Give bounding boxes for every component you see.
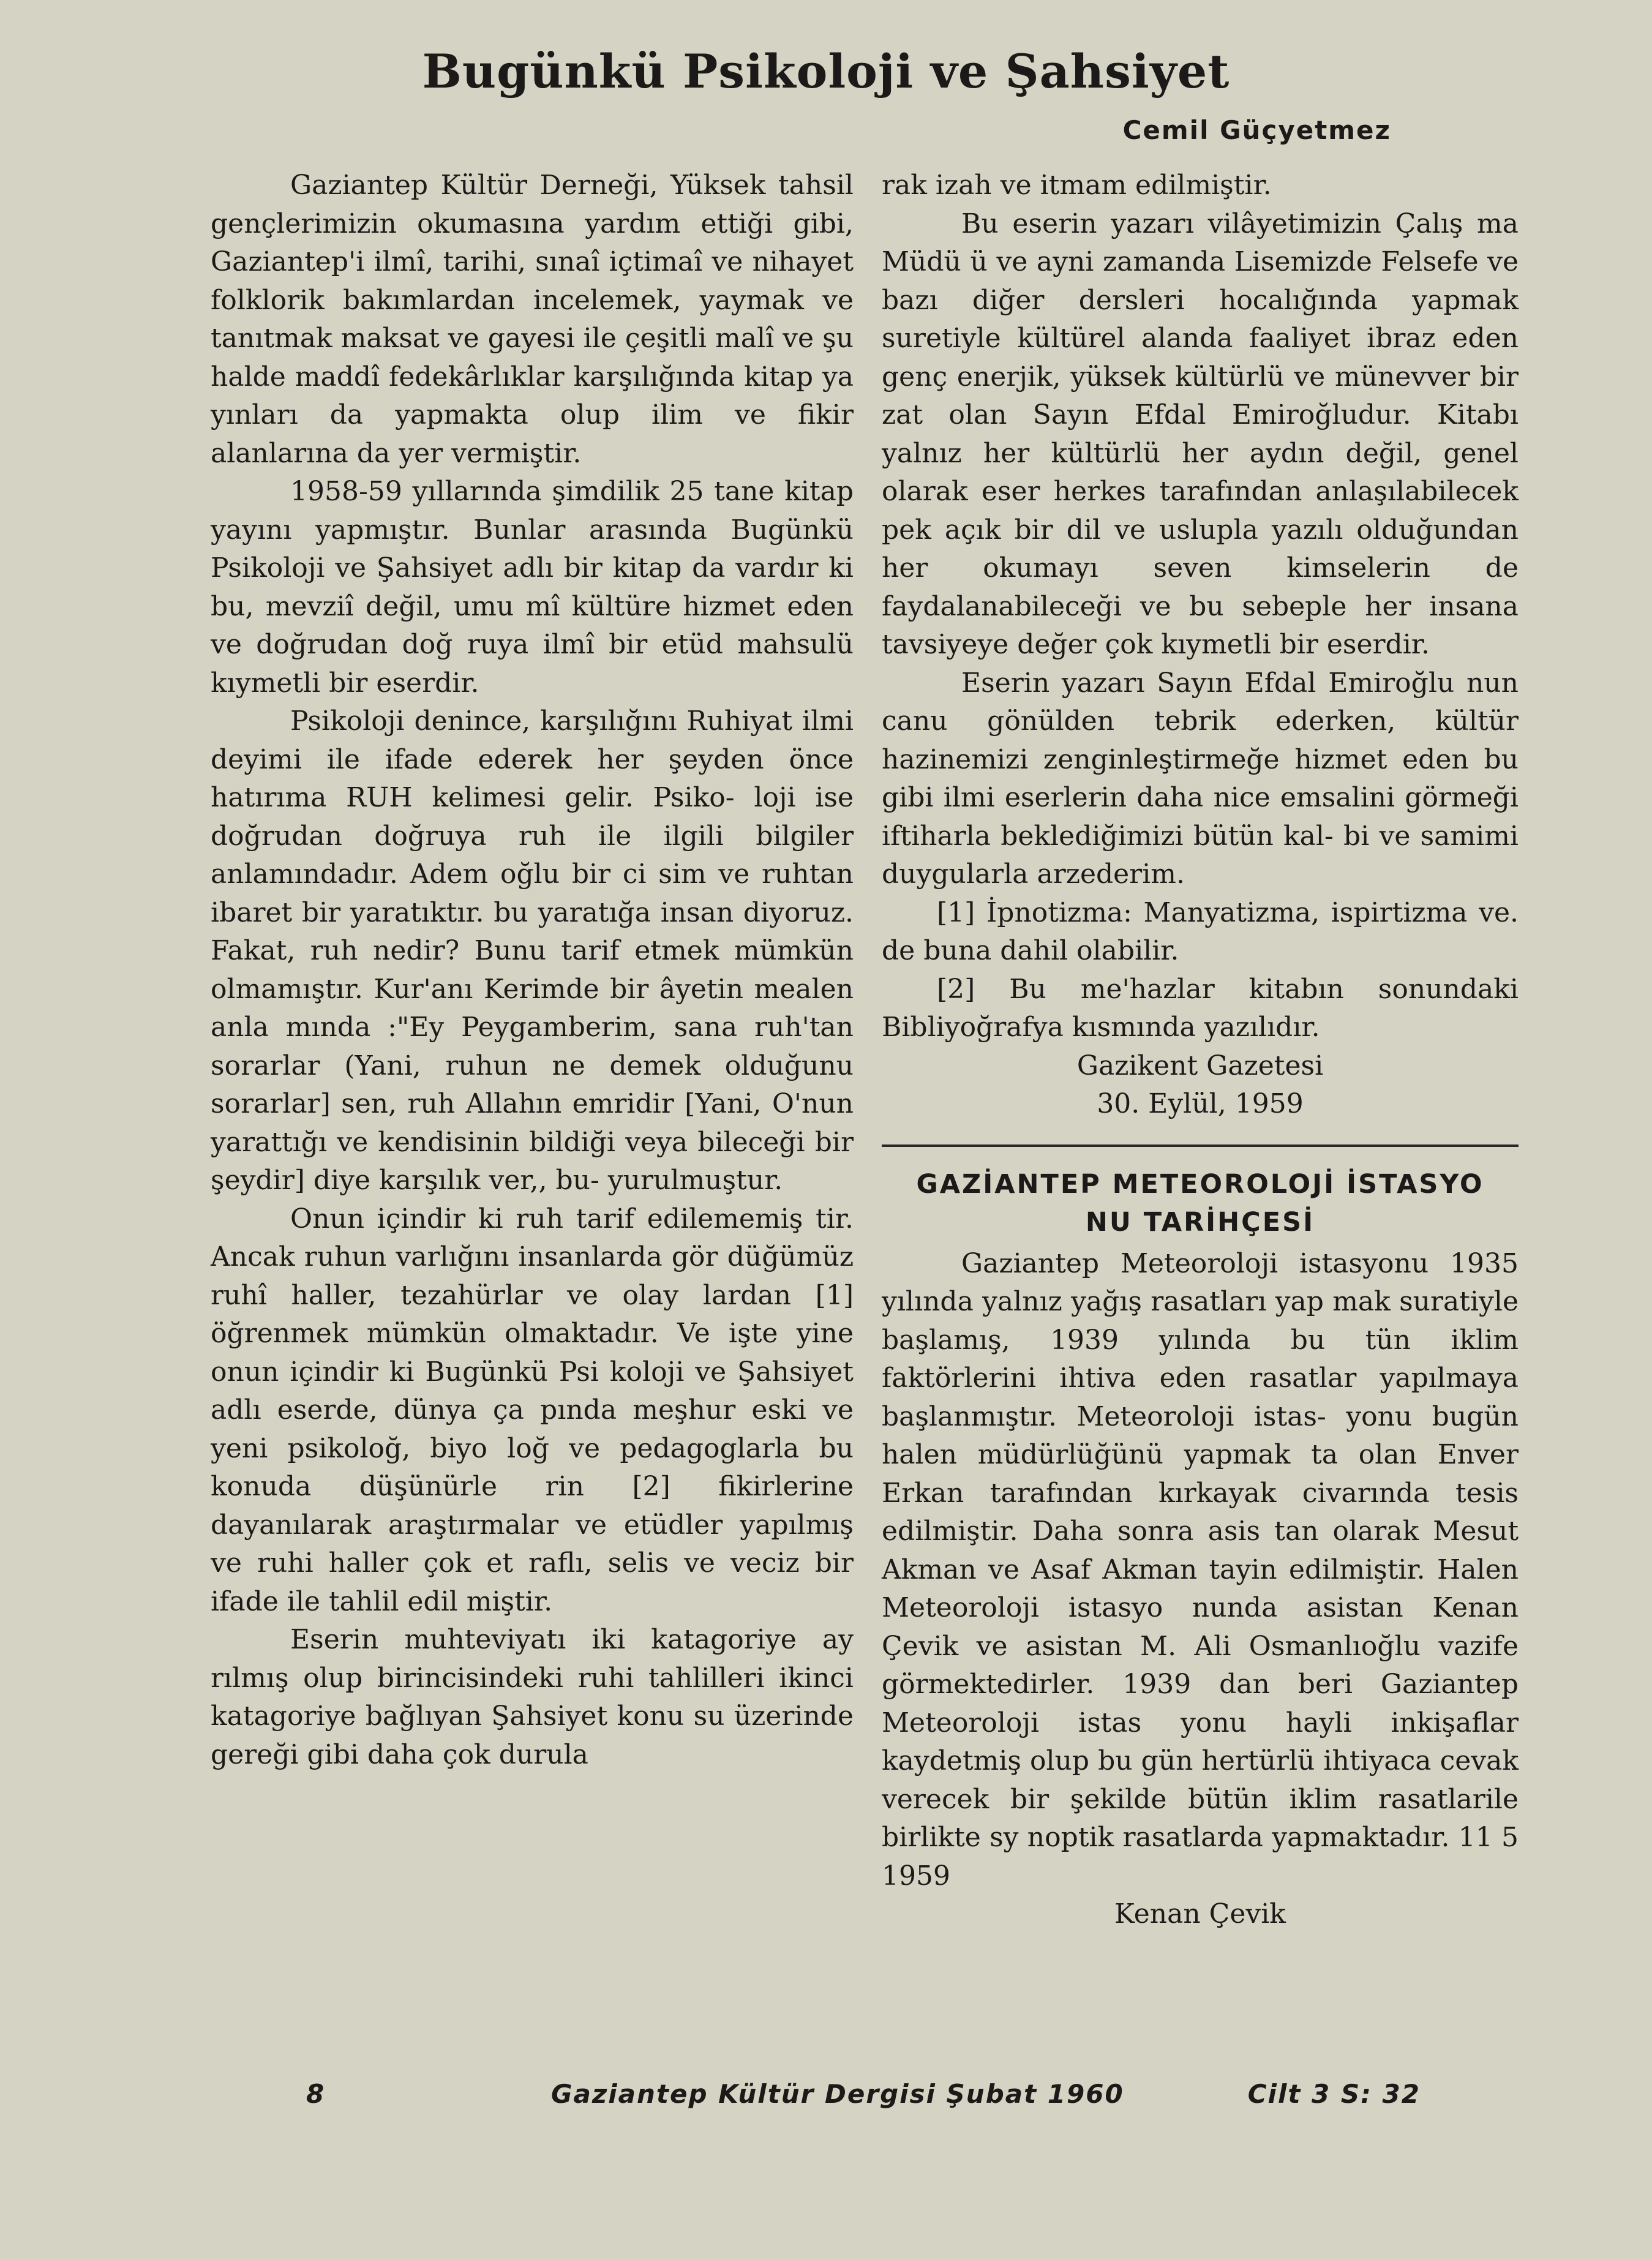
article-author: Kenan Çevik xyxy=(1114,1898,1286,1930)
paragraph: Psikoloji denince, karşılığını Ruhiyat ilmi deyimi ile ifade ederek her şeyden önce hatırıma RUH kelimesi gelir. Psiko- loji ise doğrudan doğruya ruh ile ilgili bilgiler anlamındadır. Adem oğlu bir ci sim ve ruhtan ibaret bir yaratıktır. bu yaratığa insan diyoruz. Fakat, ruh nedir? Bunu tarif etmek mümkün olmamıştır. Kur'anı Kerimde bir âyetin mealen anla mında :"Ey Peygamberim, sana ruh'tan sorarlar (Yani, ruhun ne demek olduğunu sorarlar] sen, ruh Allahın emridir [Yani, O'nun yarattığı ve kendisinin bildiği veya bileceği bir şeydir] diye karşılık ver,, bu- yurulmuştur. xyxy=(211,705,854,1196)
page-number: 8 xyxy=(306,2079,326,2109)
right-column xyxy=(882,167,1519,1934)
section-title-line: NU TARİHÇESİ xyxy=(1085,1206,1315,1238)
source-date: 30. Eylül, 1959 xyxy=(1097,1088,1304,1119)
paragraph: Gaziantep Meteoroloji istasyonu 1935 yılında yalnız yağış rasatları yap mak suratiyle başlamış, 1939 yılında bu tün iklim faktörlerini ihtiva eden rasatlar yapılmaya başlanmıştır. Meteoroloji istas- yonu bugün halen müdürlüğünü yapmak ta olan Enver Erkan tarafından kırkayak civarında tesis edilmiştir. Daha sonra asis tan olarak Mesut Akman ve Asaf Akman tayin edilmiştir. Halen Meteoroloji istasyo nunda asistan Kenan Çevik ve asistan M. Ali Osmanlıoğlu vazife görmektedirler. 1939 dan beri Gaziantep Meteoroloji istas yonu hayli inkişaflar kaydetmiş olup bu gün hertürlü ihtiyaca cevak verecek bir şekilde bütün iklim rasatlarile birlikte sy noptik rasatlarda yapmaktadır. 11 5 1959 xyxy=(882,1247,1519,1892)
footnote: [2] Bu me'hazlar kitabın sonundaki Bibliyoğrafya kısmında yazılıdır. xyxy=(882,973,1519,1043)
paragraph: Gaziantep Kültür Derneği, Yüksek tahsil gençlerimizin okumasına yardım ettiği gibi, Gaziantep'i ilmî, tarihi, sınaî içtimaî ve nihayet folklorik bakımlardan incelemek, yaymak ve tanıtmak maksat ve gayesi ile çeşitli malî ve şu halde maddî fedekârlıklar karşılığında kitap ya yınları da yapmakta olup ilim ve fikir alanlarına da yer vermiştir. xyxy=(211,170,854,469)
paragraph: Eserin muhteviyatı iki katagoriye ay rılmış olup birincisindeki ruhi tahlilleri ikinci katagoriye bağlıyan Şahsiyet konu su üzerinde gereği gibi daha çok durula xyxy=(211,1624,854,1770)
volume-info: Cilt 3 S: 32 xyxy=(1247,2079,1421,2109)
journal-info: Gaziantep Kültür Dergisi Şubat 1960 xyxy=(551,2079,1124,2109)
paragraph: Onun içindir ki ruh tarif edilememiş tir. Ancak ruhun varlığını insanlarda gör düğümüz ruhî haller, tezahürlar ve olay lardan [1] öğrenmek mümkün olmaktadır. Ve işte yine onun içindir ki Bugünkü Psi koloji ve Şahsiyet adlı eserde, dünya ça pında meşhur eski ve yeni psikoloğ, biyo loğ ve pedagoglarla bu konuda düşünürle rin [2] fikirlerine dayanılarak araştırmalar ve etüdler yapılmış ve ruhi haller çok et raflı, selis ve veciz bir ifade ile tahlil edil miştir. xyxy=(211,1203,854,1617)
section-title xyxy=(882,1165,1519,1241)
paragraph: rak izah ve itmam edilmiştir. xyxy=(882,170,1272,201)
paragraph: Bu eserin yazarı vilâyetimizin Çalış ma Müdü ü ve ayni zamanda Lisemizde Felsefe ve bazı diğer dersleri hocalığında yapmak suretiyle kültürel alanda faaliyet ibraz eden genç enerjik, yüksek kültürlü ve münevver bir zat olan Sayın Efdal Emiroğludur. Kitabı yalnız her kültürlü her aydın değil, genel olarak eser herkes tarafından anlaşılabilecek pek açık bir dil ve uslupla yazılı olduğundan her okumayı seven kimselerin de faydalanabileceği ve bu sebeple her insana tavsiyeye değer çok kıymetli bir eserdir. xyxy=(882,208,1519,660)
left-column xyxy=(211,167,854,1774)
section-divider xyxy=(882,1145,1519,1147)
source-name: Gazikent Gazetesi xyxy=(1076,1050,1324,1081)
section-title-line: GAZİANTEP METEOROLOJİ İSTASYO xyxy=(916,1168,1484,1200)
page-title: Bugünkü Psikoloji ve Şahsiyet xyxy=(422,44,1230,99)
page-footer xyxy=(306,2079,1421,2116)
article-author: Cemil Güçyetmez xyxy=(1122,115,1391,145)
paragraph: 1958-59 yıllarında şimdilik 25 tane kitap yayını yapmıştır. Bunlar arasında Bugünkü Psikoloji ve Şahsiyet adlı bir kitap da vardır ki bu, mevziî değil, umu mî kültüre hizmet eden ve doğrudan doğ ruya ilmî bir etüd mahsulü kıymetli bir eserdir. xyxy=(211,476,854,699)
paragraph: Eserin yazarı Sayın Efdal Emiroğlu nun canu gönülden tebrik ederken, kültür hazinemizi zenginleştirmeğe hizmet eden bu gibi ilmi eserlerin daha nice emsalini görmeği iftiharla beklediğimizi bütün kal- bi ve samimi duygularla arzederim. xyxy=(882,667,1519,890)
footnote: [1] İpnotizma: Manyatizma, ispirtizma ve. de buna dahil olabilir. xyxy=(882,896,1519,966)
